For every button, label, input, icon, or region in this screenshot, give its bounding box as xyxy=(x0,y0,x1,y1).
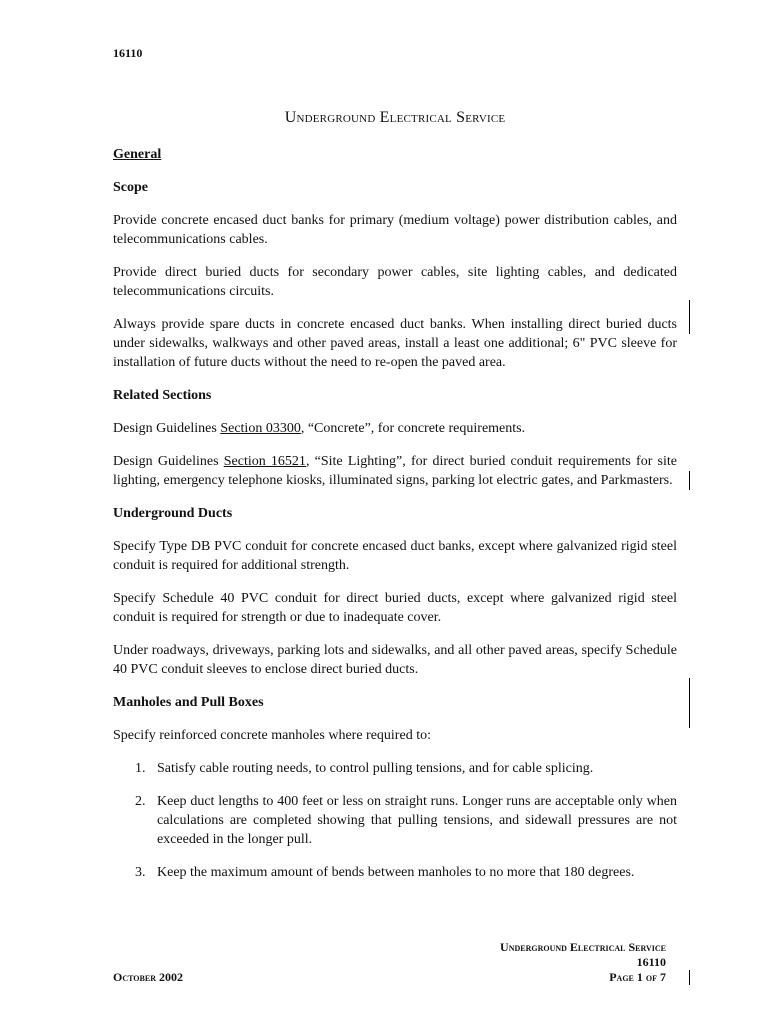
list-item-text: Keep the maximum amount of bends between manholes to no more that 180 degrees. xyxy=(157,865,635,880)
ducts-paragraph-1: Specify Type DB PVC conduit for concrete encased duct banks, except where galvanized rigid steel conduit is required for additional strength. xyxy=(113,539,677,573)
section-heading-underground-ducts: Underground Ducts xyxy=(113,506,233,521)
manholes-intro: Specify reinforced concrete manholes where required to: xyxy=(113,728,431,743)
ducts-paragraph-3: Under roadways, driveways, parking lots and sidewalks, and all other paved areas, specify Schedule 40 PVC conduit sleeves to enclose direct buried ducts. xyxy=(113,643,677,677)
footer-date: October 2002 xyxy=(113,970,183,984)
list-item-text: Keep duct lengths to 400 feet or less on straight runs. Longer runs are acceptable only when calculations are completed showing that pulling tensions, and sidewall pressures are not exceeded in the longer pull. xyxy=(157,794,677,847)
ducts-paragraph-2: Specify Schedule 40 PVC conduit for direct buried ducts, except where galvanized rigid steel conduit is required for strength or due to inadequate cover. xyxy=(113,591,677,625)
section-03300-link[interactable]: Section 03300 xyxy=(220,421,301,436)
related-prefix: Design Guidelines xyxy=(113,421,221,436)
manholes-list xyxy=(113,759,677,882)
list-item xyxy=(113,792,677,849)
footer-code: 16110 xyxy=(636,955,666,969)
related-section-item xyxy=(113,419,677,438)
section-heading-manholes: Manholes and Pull Boxes xyxy=(113,695,264,710)
revision-bar xyxy=(689,300,690,334)
section-heading-related-sections: Related Sections xyxy=(113,388,212,403)
footer-title: Underground Electrical Service xyxy=(500,940,666,954)
section-heading-scope: Scope xyxy=(113,180,148,195)
list-item-number: 2. xyxy=(135,794,146,809)
list-item-text: Satisfy cable routing needs, to control pulling tensions, and for cable splicing. xyxy=(157,761,594,776)
related-suffix: , “Concrete”, for concrete requirements. xyxy=(300,421,526,436)
list-item-number: 1. xyxy=(135,761,146,776)
list-item-number: 3. xyxy=(135,865,146,880)
page-title: Underground Electrical Service xyxy=(284,109,506,126)
scope-paragraph-1: Provide concrete encased duct banks for primary (medium voltage) power distribution cables, and telecommunications cables. xyxy=(113,213,677,247)
revision-bar xyxy=(689,678,690,728)
header-doc-code: 16110 xyxy=(113,46,143,60)
list-item xyxy=(113,863,677,882)
list-item xyxy=(113,759,677,778)
related-suffix: , “Site Lighting”, for direct buried conduit requirements for site lighting, emergency telephone kiosks, illuminated signs, parking lot electric gates, and Parkmasters. xyxy=(113,454,677,488)
related-prefix: Design Guidelines xyxy=(113,454,224,469)
section-heading-general: General xyxy=(113,147,162,162)
revision-bar xyxy=(689,970,690,985)
document-body xyxy=(113,145,677,896)
scope-paragraph-2: Provide direct buried ducts for secondary power cables, site lighting cables, and dedicated telecommunications circuits. xyxy=(113,265,677,299)
footer-page-number: Page 1 of 7 xyxy=(609,970,666,984)
scope-paragraph-3: Always provide spare ducts in concrete encased duct banks. When installing direct buried ducts under sidewalks, walkways and other paved areas, install a least one additional; 6" PVC sleeve for installation of future ducts without the need to re-open the paved area. xyxy=(113,317,677,370)
related-section-item xyxy=(113,452,677,490)
section-16521-link[interactable]: Section 16521 xyxy=(223,454,306,469)
revision-bar xyxy=(689,471,690,490)
